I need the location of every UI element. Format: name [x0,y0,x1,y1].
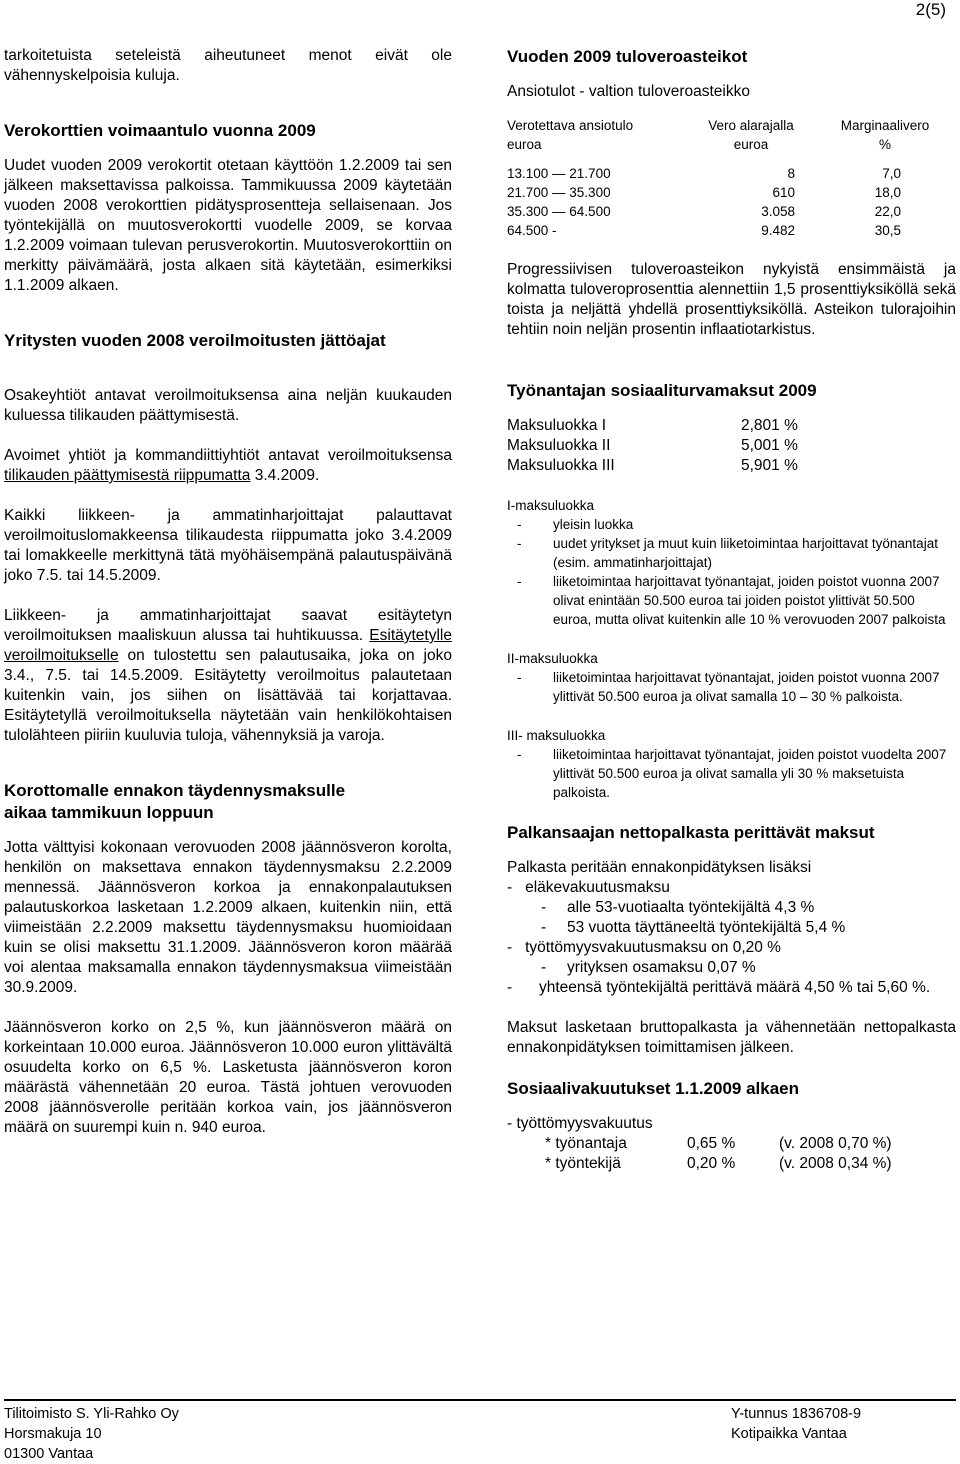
table-cell: 0,20 % [687,1155,736,1172]
table-cell: 9.482 [761,223,795,238]
table-cell: * työnantaja [545,1135,627,1152]
table-cell: 8 [787,166,795,181]
class-1-block [507,496,956,629]
list-item: - liiketoimintaa harjoittavat työnantajat, joiden poistot vuonna 2007 olivat enintään 50.500 euroa tai joiden poistot ylittivät 50.500 euroa, mutta olivat kuitenkin alle 10 % verovuoden 2007 palkoista [507,572,956,629]
table-cell: Maksuluokka II [507,437,611,454]
tax-cards-paragraph: Uudet vuoden 2009 verokortit otetaan käyttöön 1.2.2009 tai sen jälkeen maksettavissa palkoissa. Tammikuussa 2009 käytetään vuoden 2008 verokorttien pidätysprosentteja sellaisenaan. Jos työntekijällä on muutosverokortti vuodelle 2009, se korvaa 1.2.2009 voimaan tulevan perusverokortin. Muutosverokorttiin on merkitty päivämäärä, josta alkaen sitä käytetään, esimerkiksi 1.1.2009 alkaen. [4,157,452,294]
section-title-filing-deadlines: Yritysten vuoden 2008 veroilmoitusten jättöajat [4,331,386,350]
supplementary-paragraph-2: Jäännösveron korko on 2,5 %, kun jäännösveron määrä on korkeintaan 10.000 euroa. Jäännösveron 10.000 euron ylittävältä osuudelta korko on 6,5 %. Lasketusta jäännösveron koron määrästä vähennetään 20 euroa. Tästä johtuen verovuoden 2008 jäännösverolle peritään korkoa vain, jos jäännösveron määrä on suurempi kuin n. 940 euroa. [4,1019,452,1136]
list-item: - alle 53-vuotiaalta työntekijältä 4,3 % [507,898,956,918]
unemployment-list [507,958,956,978]
table-cell: * työntekijä [545,1155,621,1172]
left-column [4,46,452,1138]
table-cell: (v. 2008 0,70 %) [779,1135,892,1152]
class-3-block [507,726,956,802]
unemployment-line: - työttömyysvakuutusmaksu on 0,20 % [507,939,781,956]
table-cell: 35.300 — 64.500 [507,204,611,219]
class-3-list [507,745,956,802]
class-2-block [507,649,956,706]
page-number: 2(5) [915,0,946,19]
table-cell: 64.500 - [507,223,557,238]
table-cell: 0,65 % [687,1135,736,1152]
class-1-title: I-maksuluokka [507,498,595,513]
social-insurance-table [507,1134,892,1174]
section-title-social-insurance: Sosiaalivakuutukset 1.1.2009 alkaen [507,1079,800,1098]
table-cell: 2,801 % [741,417,798,434]
table-cell: Maksuluokka I [507,417,607,434]
footer-company-info [4,1404,179,1464]
table-cell: 7,0 [882,166,901,181]
filing-paragraph-1: Osakeyhtiöt antavat veroilmoituksensa aina neljän kuukauden kuluessa tilikauden päättymisestä. [4,387,452,424]
table-row [507,1154,892,1174]
section-title-social-contributions: Työnantajan sosiaaliturvamaksut 2009 [507,381,817,400]
table-cell: 610 [772,185,795,200]
table-row [507,183,955,202]
class-2-title: II-maksuluokka [507,651,598,666]
filing-paragraph-2: Avoimet yhtiöt ja kommandiittiyhtiöt antavat veroilmoituksensa tilikauden päättymisestä riippumatta 3.4.2009. [4,447,452,484]
section-title-tax-cards: Verokorttien voimaantulo vuonna 2009 [4,121,316,140]
class-1-list [507,515,956,629]
column-header: Marginaalivero % [840,118,930,152]
list-item: - yleisin luokka [507,515,956,534]
table-cell: 21.700 — 35.300 [507,185,611,200]
filing-paragraph-3: Kaikki liikkeen- ja ammatinharjoittajat palauttavat veroilmoituslomakkeensa tilikaudesta riippumatta joko 3.4.2009 tai lomakkeelle merkittynä tätä myöhäisempänä palautuspäivänä joko 7.5. tai 14.5.2009. [4,507,452,584]
table-row [507,202,955,221]
table-row [507,1134,892,1154]
contribution-class-table [507,416,798,476]
right-column [507,46,956,1174]
class-2-list [507,668,956,706]
underlined-text: tilikauden päättymisestä riippumatta [4,467,251,484]
footer-registration-info [731,1404,861,1444]
company-street: Horsmakuja 10 [4,1426,102,1442]
table-row [507,456,798,476]
table-cell: 13.100 — 21.700 [507,166,611,181]
list-item: - liiketoimintaa harjoittavat työnantajat, joiden poistot vuonna 2007 ylittivät 50.500 euroa ja olivat samalla 10 – 30 % palkoista. [507,668,956,706]
supplementary-paragraph-1: Jotta välttyisi kokonaan verovuoden 2008 jäännösveron korolta, henkilön on maksettava ennakon täydennysmaksu 2.2.2009 mennessä. Jäännösveron korkoa ja ennakonpalautuksen palautuskorkoa lasketaan 1.2.2009 alkaen, kuitenkin niin, että viimeistään 2.2.2009 maksettu täydennysmaksu huomioidaan kuin se olisi maksettu 31.1.2009. Jäännösveron koron määrää voi alentaa maksamalla ennakon täydennysmaksua viimeistään 30.9.2009. [4,839,452,996]
table-cell: 5,901 % [741,457,798,474]
section-title-employee-contributions: Palkansaajan nettopalkasta perittävät maksut [507,823,875,842]
company-name: Tilitoimisto S. Yli-Rahko Oy [4,1406,179,1422]
filing-paragraph-4: Liikkeen- ja ammatinharjoittajat saavat esitäytetyn veroilmoituksen maaliskuun alussa tai huhtikuussa. Esitäytetylle veroilmoitukselle on tulostettu sen palautusaika, joka on joko 3.4., 7.5. tai 14.5.2009. Esitäytetty veroilmoitus palautetaan kuitenkin vain, jos siihen on lisättävää tai korjattavaa. Esitäytetyllä veroilmoituksella näytetään vain henkilökohtaisen tulolähteen piiriin kuuluvia tuloja, vähennyksiä ja varoja. [4,607,452,744]
table-cell: 3.058 [761,204,795,219]
tax-scale-table [507,116,955,240]
company-city: 01300 Vantaa [4,1446,94,1462]
section-title-supplementary-payment: Korottomalle ennakon täydennysmaksulle aikaa tammikuun loppuun [4,781,346,822]
footer-divider [4,1399,956,1401]
column-header: Verotettava ansiotulo euroa [507,118,634,152]
table-row [507,436,798,456]
table-row [507,164,955,183]
business-id: Y-tunnus 1836708-9 [731,1406,862,1422]
tax-scale-note: Progressiivisen tuloveroasteikon nykyistä ensimmäistä ja kolmatta tuloveroprosenttia alennettiin 1,5 prosenttiyksiköllä sekä toista ja neljättä yhdellä prosenttiyksiköllä. Asteikon tulorajoihin tehtiin noin neljän prosentin inflaatiotarkistus. [507,261,956,338]
list-item: - uudet yritykset ja muut kuin liiketoimintaa harjoittavat työnantajat (esim. ammatinharjoittajat) [507,534,956,572]
social-insurance-line: - työttömyysvakuutus [507,1115,653,1132]
column-header: Vero alarajalla euroa [708,118,794,152]
underlined-text: Esitäytetylle veroilmoitukselle [4,627,452,664]
table-cell: 22,0 [874,204,901,219]
net-note: Maksut lasketaan bruttopalkasta ja vähennetään nettopalkasta ennakonpidätyksen toimittamisen jälkeen. [507,1019,956,1056]
list-item: - yrityksen osamaksu 0,07 % [507,958,956,978]
table-row [507,416,798,436]
domicile: Kotipaikka Vantaa [731,1426,847,1442]
list-item: - liiketoimintaa harjoittavat työnantajat, joiden poistot vuodelta 2007 ylittivät 50.500 euroa ja olivat samalla yli 30 % maksetuista palkoista. [507,745,956,802]
table-cell: (v. 2008 0,34 %) [779,1155,892,1172]
total-line: - yhteensä työntekijältä perittävä määrä 4,50 % tai 5,60 %. [507,979,931,996]
list-item: - 53 vuotta täyttäneeltä työntekijältä 5,4 % [507,918,956,938]
net-intro: Palkasta peritään ennakonpidätyksen lisäksi [507,859,812,876]
tax-scale-subtitle: Ansiotulot - valtion tuloveroasteikko [507,83,750,100]
section-title-tax-scales: Vuoden 2009 tuloveroasteikot [507,47,748,66]
table-row [507,221,955,240]
pension-line: - eläkevakuutusmaksu [507,879,670,896]
class-3-title: III- maksuluokka [507,728,606,743]
table-header-row [507,116,955,154]
intro-paragraph: tarkoitetuista seteleistä aiheutuneet menot eivät ole vähennyskelpoisia kuluja. [4,47,452,84]
table-cell: 5,001 % [741,437,798,454]
pension-list [507,898,956,938]
table-cell: 30,5 [874,223,901,238]
table-cell: Maksuluokka III [507,457,615,474]
table-cell: 18,0 [874,185,901,200]
